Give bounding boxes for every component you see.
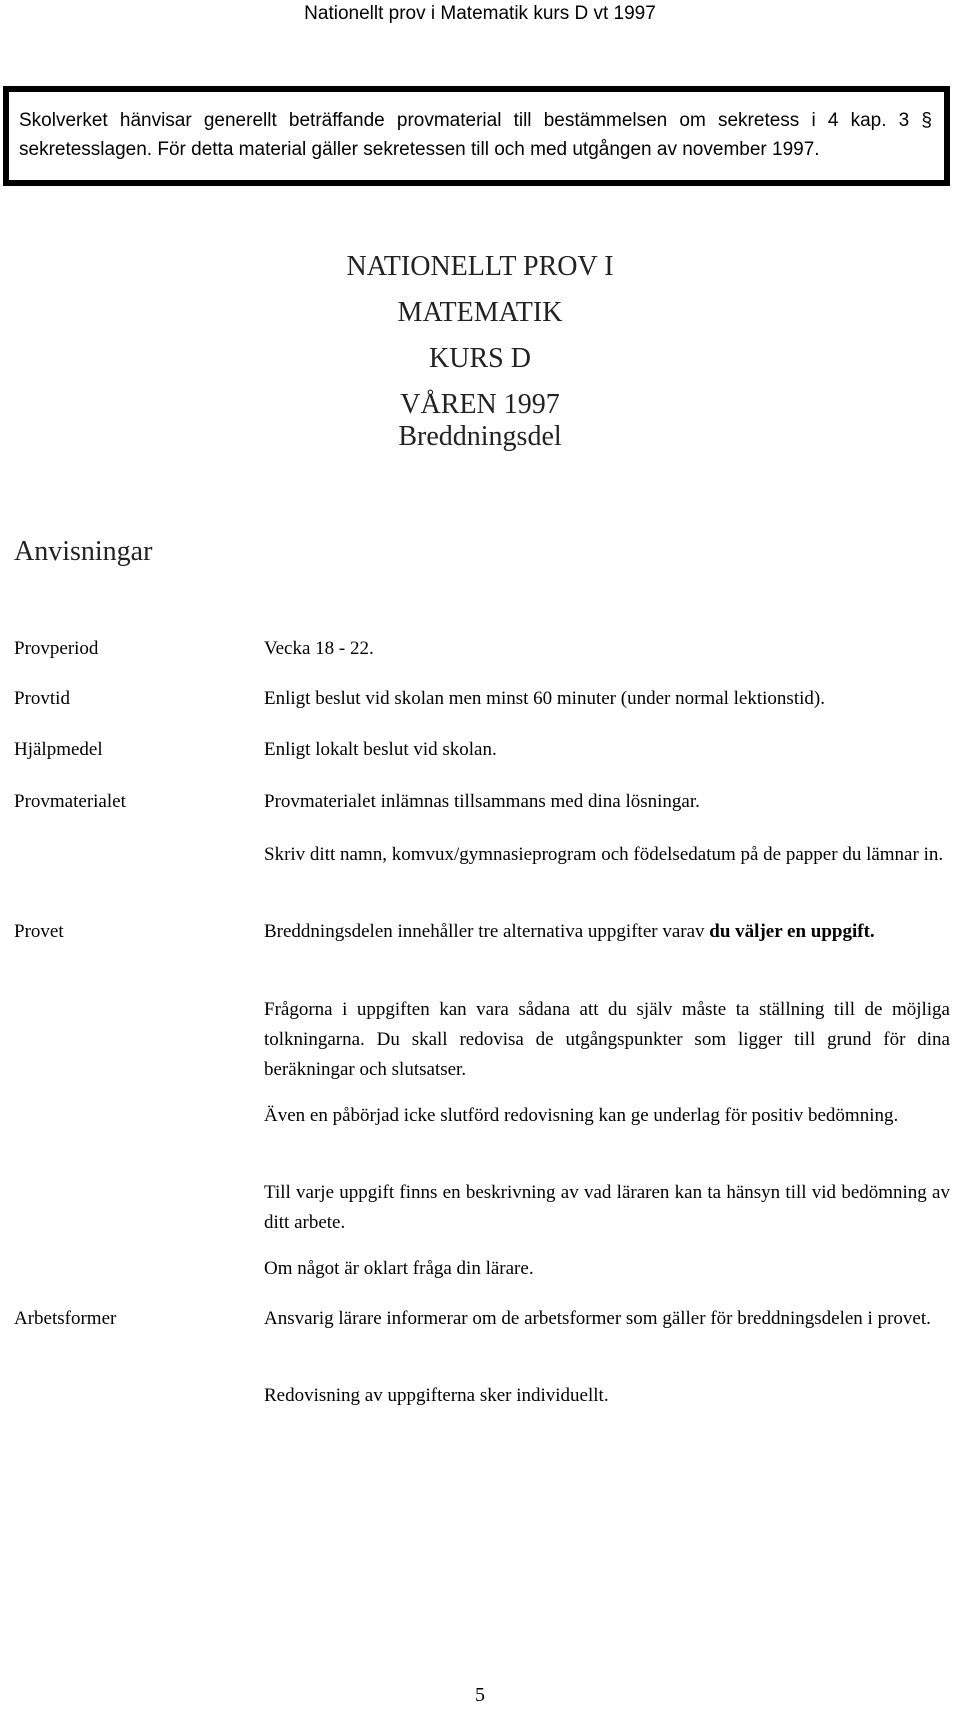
text-provperiod: Vecka 18 - 22. bbox=[264, 638, 374, 659]
text-provet-1 bbox=[264, 917, 950, 947]
label-provperiod: Provperiod bbox=[14, 638, 99, 659]
section-heading: Anvisningar bbox=[14, 536, 153, 567]
title-line-3: KURS D bbox=[429, 343, 531, 374]
text-provet-3: Även en påbörjad icke slutförd redovisning kan ge underlag för positiv bedömning. bbox=[264, 1105, 899, 1126]
exam-subtitle: Breddningsdel bbox=[398, 421, 562, 452]
exam-title bbox=[0, 244, 960, 428]
title-line-2: MATEMATIK bbox=[397, 297, 563, 328]
label-provet: Provet bbox=[14, 921, 64, 942]
confidentiality-notice: Skolverket hänvisar generellt beträffande provmaterial till bestämmelsen om sekretess i 4 kap. 3 § sekretesslagen. För detta material gäller sekretessen till och med utgången av november 1997. bbox=[3, 86, 950, 186]
page-header: Nationellt prov i Matematik kurs D vt 1997 bbox=[304, 3, 656, 24]
label-provtid: Provtid bbox=[14, 688, 70, 709]
text-provet-2: Frågorna i uppgiften kan vara sådana att du själv måste ta ställning till de möjliga tolkningarna. Du skall redovisa de utgångspunkter som ligger till grund för dina beräkningar och slutsatser. bbox=[264, 999, 950, 1080]
text-provmaterialet-2: Skriv ditt namn, komvux/gymnasieprogram och födelsedatum på de papper du lämnar in. bbox=[264, 844, 944, 865]
text-provet-1-start: Breddningsdelen innehåller tre alternativa uppgifter varav bbox=[264, 921, 710, 942]
text-arbetsformer-2: Redovisning av uppgifterna sker individuellt. bbox=[264, 1385, 609, 1406]
text-provet-4: Till varje uppgift finns en beskrivning av vad läraren kan ta hänsyn till vid bedömning av ditt arbete. bbox=[264, 1182, 950, 1233]
text-provet-5: Om något är oklart fråga din lärare. bbox=[264, 1258, 534, 1279]
text-provet-1-bold: du väljer en uppgift. bbox=[709, 921, 875, 942]
page-number: 5 bbox=[475, 1684, 485, 1706]
title-line-1: NATIONELLT PROV I bbox=[346, 251, 614, 282]
text-arbetsformer-1: Ansvarig lärare informerar om de arbetsformer som gäller för breddningsdelen i provet. bbox=[264, 1308, 931, 1329]
label-arbetsformer: Arbetsformer bbox=[14, 1308, 117, 1329]
text-hjalpmedel: Enligt lokalt beslut vid skolan. bbox=[264, 739, 497, 760]
text-provtid: Enligt beslut vid skolan men minst 60 minuter (under normal lektionstid). bbox=[264, 688, 825, 709]
title-line-4: VÅREN 1997 bbox=[400, 389, 560, 420]
label-provmaterialet: Provmaterialet bbox=[14, 791, 126, 812]
label-hjalpmedel: Hjälpmedel bbox=[14, 739, 103, 760]
text-provmaterialet-1: Provmaterialet inlämnas tillsammans med dina lösningar. bbox=[264, 791, 700, 812]
